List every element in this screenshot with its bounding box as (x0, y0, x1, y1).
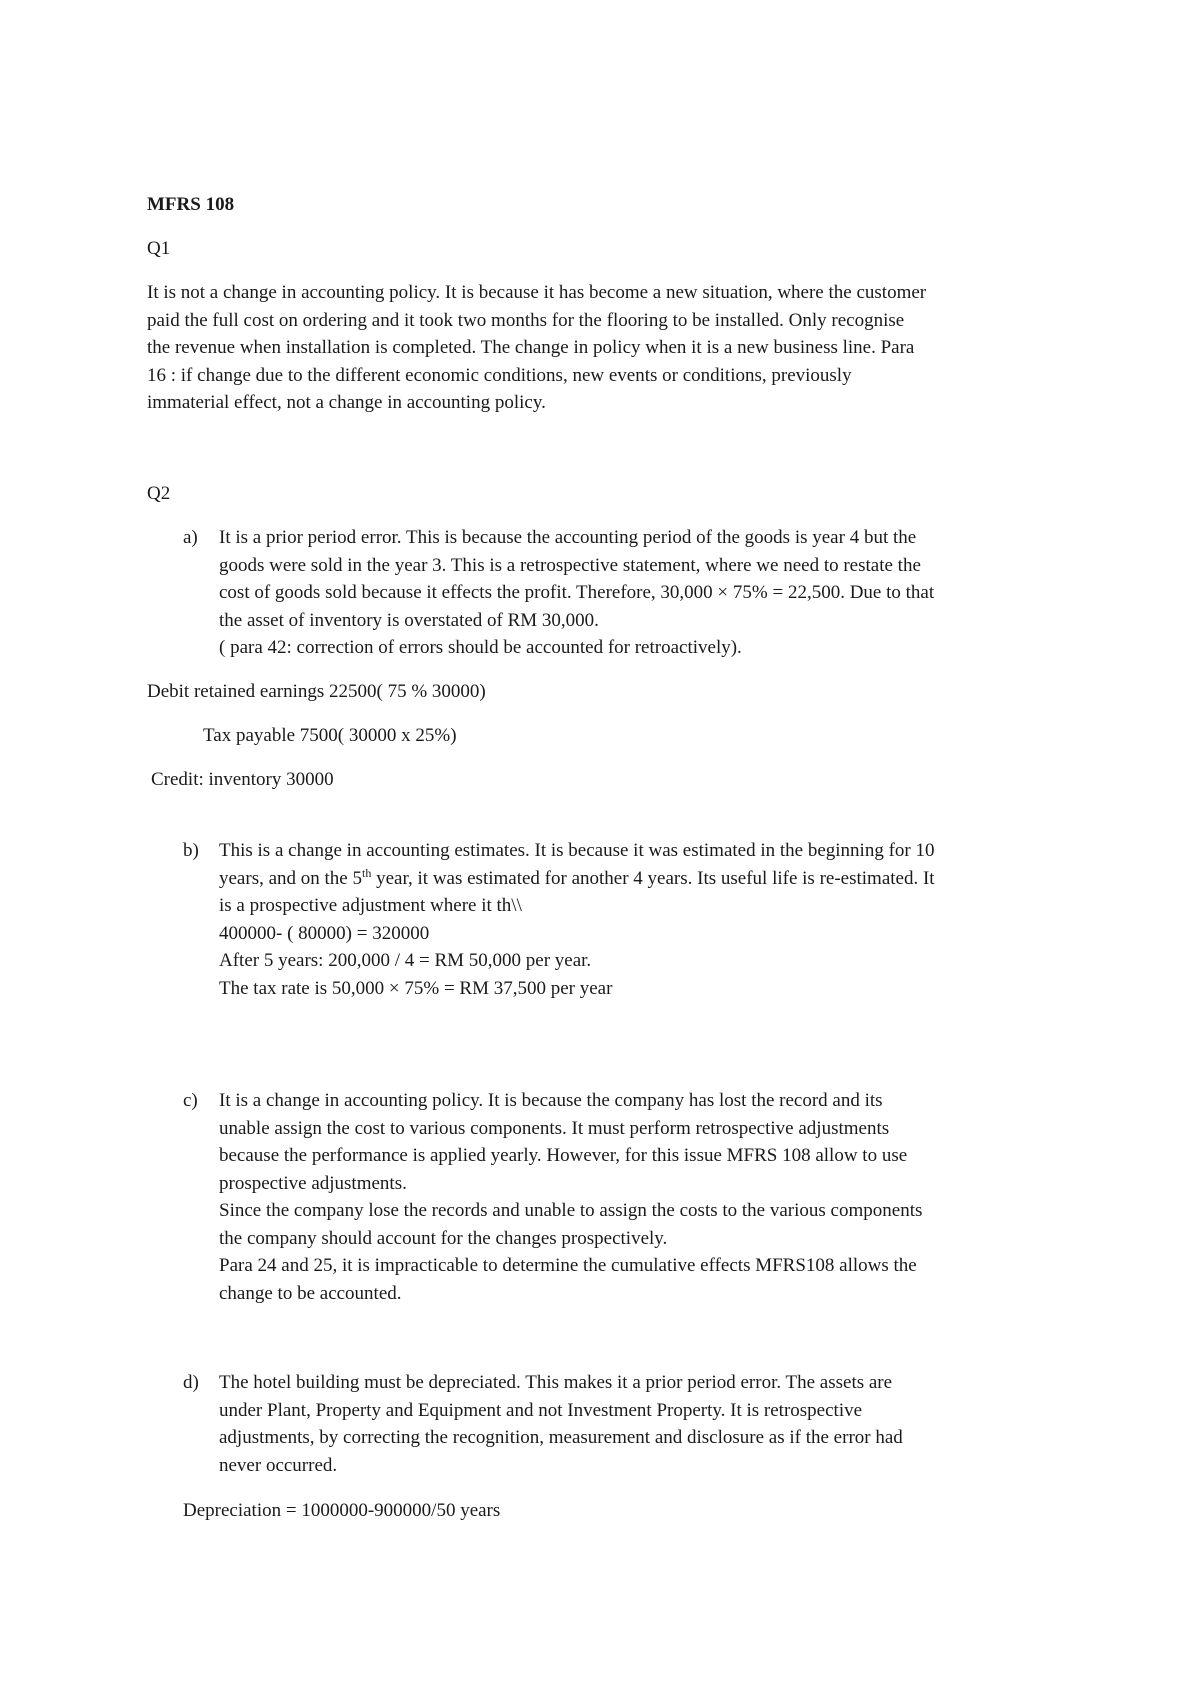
q1-line: It is not a change in accounting policy. It is because it has become a new situation, where the customer (147, 282, 927, 303)
list-marker: a) (183, 527, 198, 548)
list-marker: d) (183, 1372, 199, 1393)
journal-debit-entry: Debit retained earnings 22500( 75 % 30000) (147, 681, 486, 702)
list-marker: b) (183, 840, 199, 861)
q1-heading: Q1 (147, 238, 171, 259)
item-a-line: goods were sold in the year 3. This is a retrospective statement, where we need to restate the (219, 554, 921, 576)
item-b-line (219, 865, 935, 893)
item-a-line: the asset of inventory is overstated of RM 30,000. (219, 609, 599, 631)
depreciation-formula: Depreciation = 1000000-900000/50 years (183, 1500, 501, 1521)
item-b-line: The tax rate is 50,000 × 75% = RM 37,500 per year (219, 977, 613, 999)
document-title: MFRS 108 (147, 194, 235, 215)
item-c-line: the company should account for the changes prospectively. (219, 1227, 668, 1249)
item-b-line: 400000- ( 80000) = 320000 (219, 922, 430, 944)
item-a-line: cost of goods sold because it effects the profit. Therefore, 30,000 × 75% = 22,500. Due to that (219, 582, 935, 603)
item-a-line: It is a prior period error. This is because the accounting period of the goods is year 4 but the (219, 527, 917, 548)
item-d-line: under Plant, Property and Equipment and not Investment Property. It is retrospective (219, 1399, 863, 1421)
journal-credit-entry: Credit: inventory 30000 (151, 769, 334, 790)
q1-line: immaterial effect, not a change in accounting policy. (147, 392, 546, 413)
q1-line: 16 : if change due to the different economic conditions, new events or conditions, previously (147, 364, 852, 386)
item-b-line: After 5 years: 200,000 / 4 = RM 50,000 per year. (219, 950, 592, 971)
item-b-line: This is a change in accounting estimates. It is because it was estimated in the beginning for 10 (219, 840, 935, 861)
list-marker: c) (183, 1090, 198, 1111)
item-d-line: never occurred. (219, 1454, 338, 1476)
q2-heading: Q2 (147, 483, 171, 504)
item-b-line: is a prospective adjustment where it th\\ (219, 895, 522, 916)
item-c-line: Since the company lose the records and unable to assign the costs to the various components (219, 1200, 923, 1221)
item-c-line: change to be accounted. (219, 1282, 402, 1304)
journal-tax-entry: Tax payable 7500( 30000 x 25%) (203, 725, 457, 746)
item-b-text: year, it was estimated for another 4 years. Its useful life is re-estimated. It (371, 867, 935, 889)
item-a-line: ( para 42: correction of errors should be accounted for retroactively). (219, 637, 742, 658)
item-c-line: It is a change in accounting policy. It is because the company has lost the record and its (219, 1090, 883, 1111)
q1-paragraph (147, 279, 926, 417)
item-d-line: The hotel building must be depreciated. This makes it a prior period error. The assets are (219, 1372, 893, 1393)
q1-line: the revenue when installation is completed. The change in policy when it is a new business line. Para (147, 337, 915, 358)
item-c-line: prospective adjustments. (219, 1172, 407, 1194)
item-d-line: adjustments, by correcting the recognition, measurement and disclosure as if the error had (219, 1427, 903, 1448)
ordinal-suffix: th (361, 865, 372, 880)
item-b-text: years, and on the 5 (219, 867, 362, 889)
item-c-line: Para 24 and 25, it is impracticable to determine the cumulative effects MFRS108 allows the (219, 1255, 917, 1276)
item-c-line: because the performance is applied yearly. However, for this issue MFRS 108 allow to use (219, 1145, 908, 1166)
item-c-line: unable assign the cost to various components. It must perform retrospective adjustments (219, 1117, 890, 1139)
q1-line: paid the full cost on ordering and it took two months for the flooring to be installed. Only recognise (147, 309, 905, 331)
